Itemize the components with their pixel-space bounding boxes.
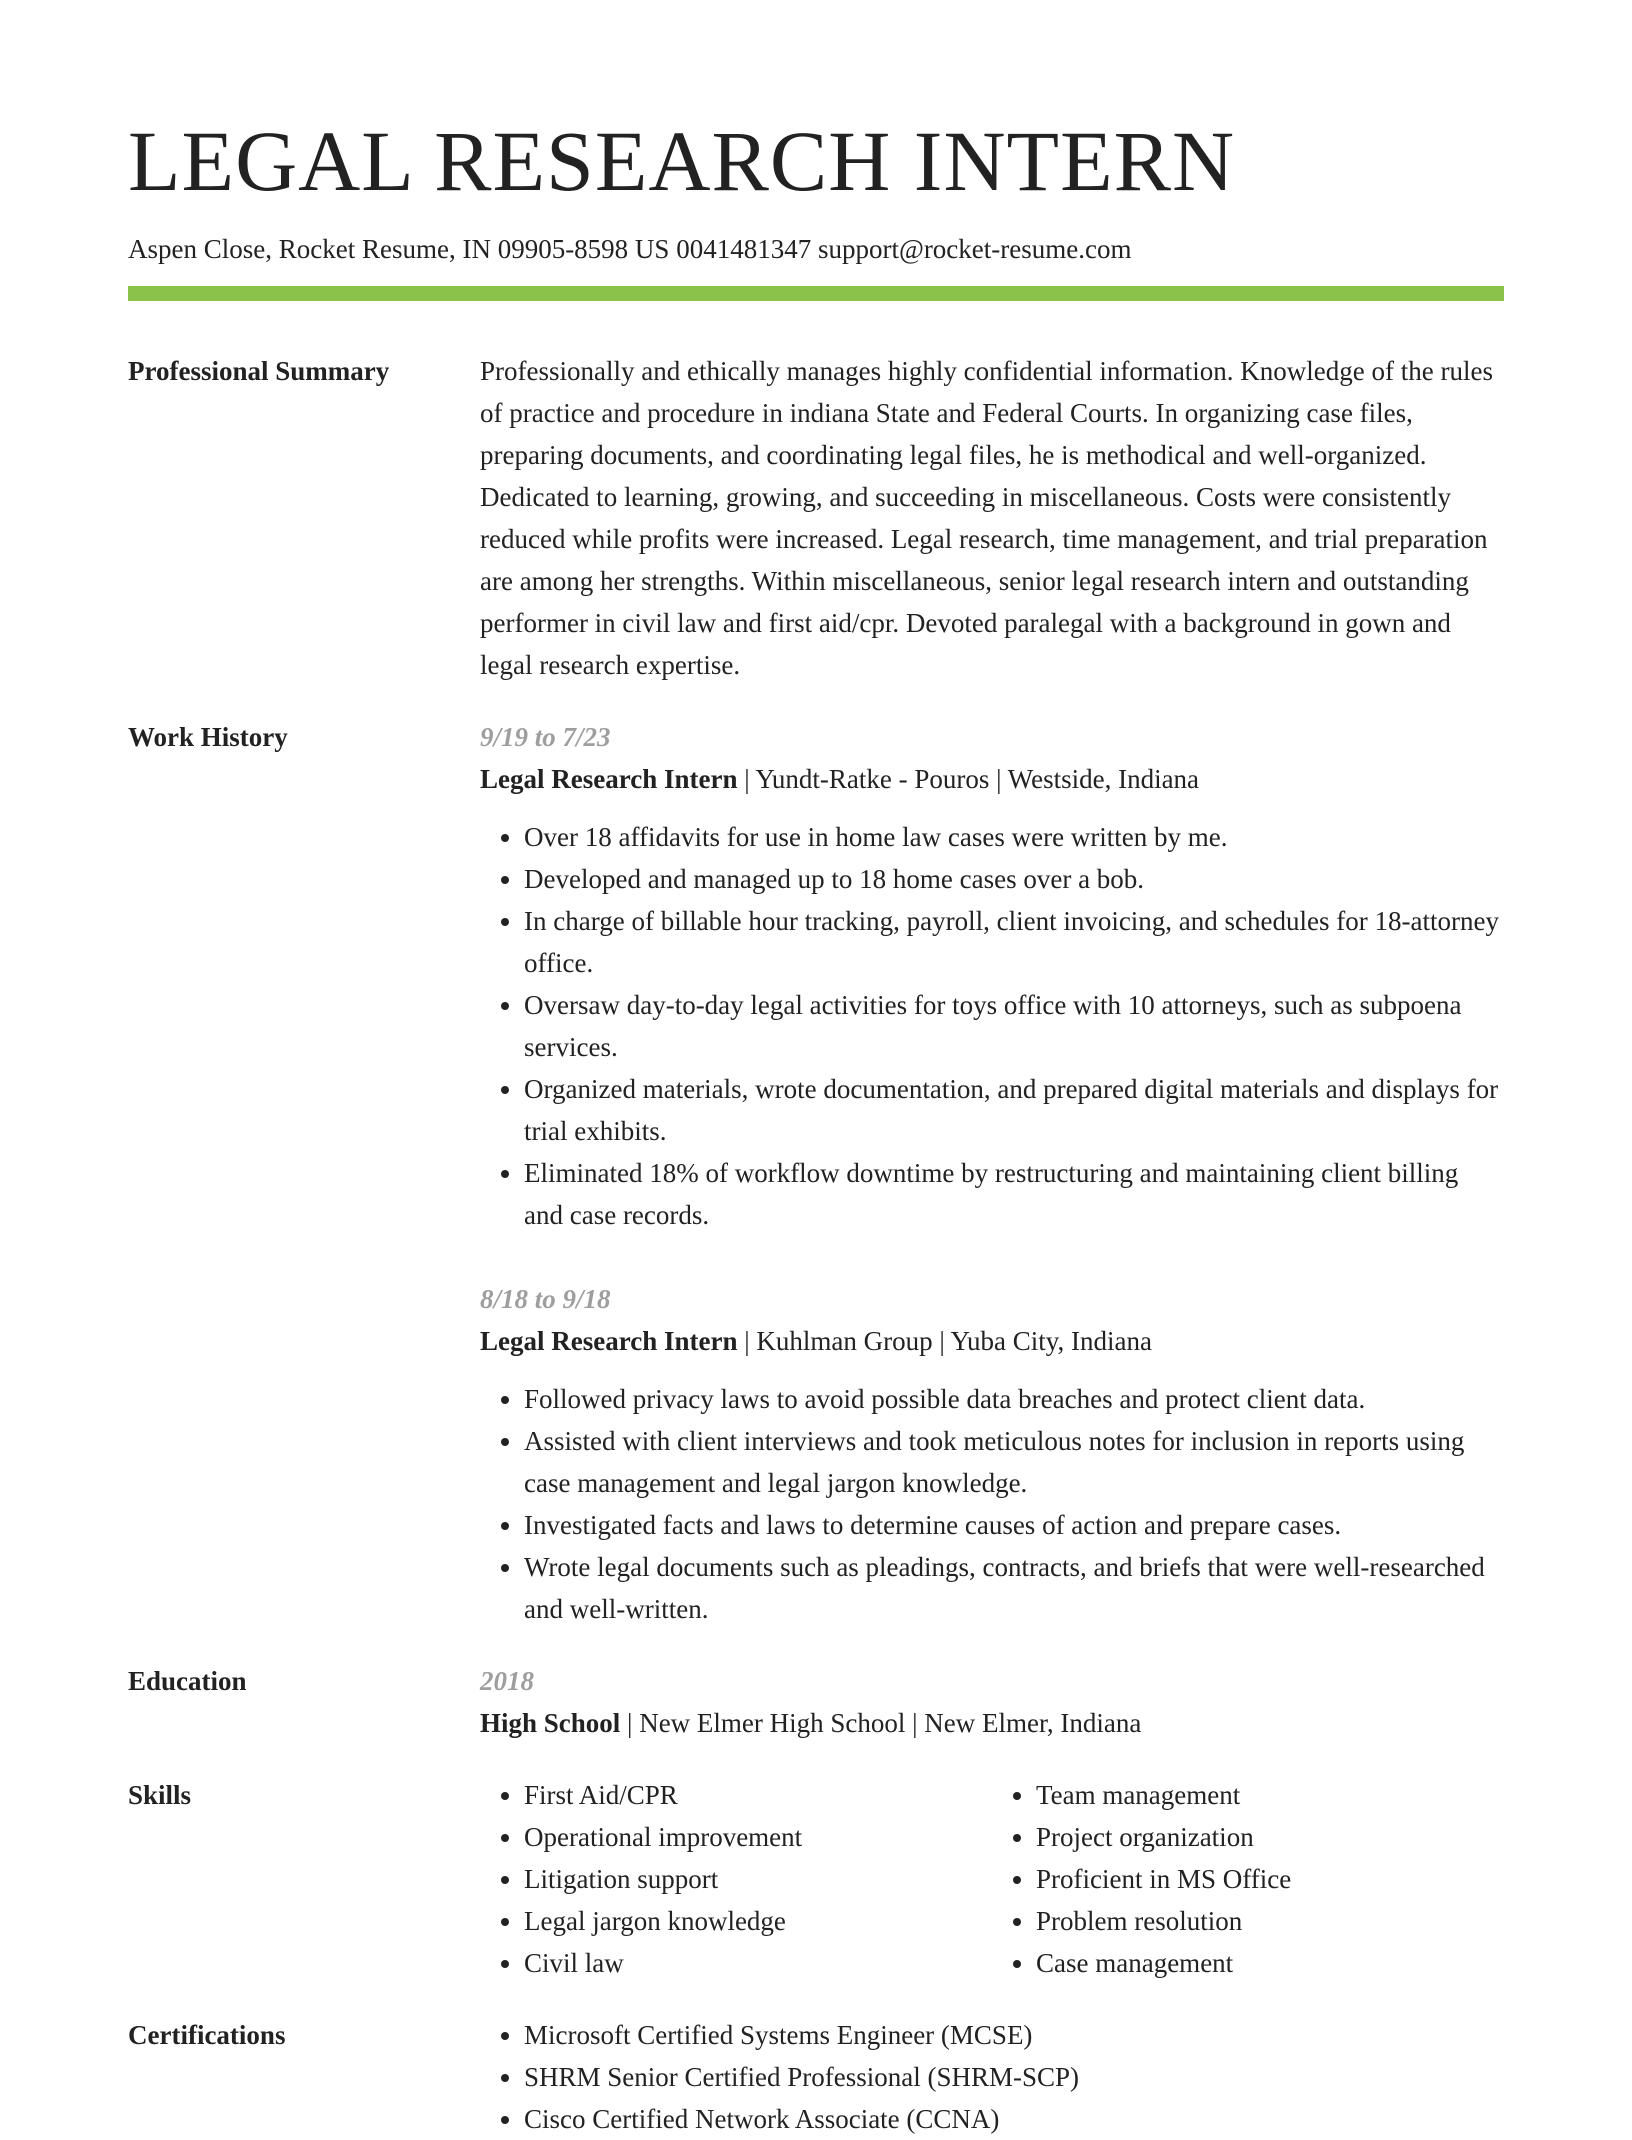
section-title: Certifications xyxy=(128,2020,286,2050)
list-item: • Legal jargon knowledge xyxy=(524,1900,992,1942)
resume-sections xyxy=(128,350,1504,2140)
list-item: • Followed privacy laws to avoid possible data breaches and protect client data. xyxy=(524,1378,1504,1420)
skills-list-left xyxy=(480,1774,992,1984)
education-degree: High School xyxy=(480,1708,621,1738)
list-item: • In charge of billable hour tracking, payroll, client invoicing, and schedules for 18-attorney office. xyxy=(524,900,1504,984)
section-body xyxy=(480,1660,1504,1744)
resume-name: LEGAL RESEARCH INTERN xyxy=(128,113,1236,209)
list-item: • Assisted with client interviews and took meticulous notes for inclusion in reports using case management and legal jargon knowledge. xyxy=(524,1420,1504,1504)
section-body xyxy=(480,2014,1504,2140)
section-title: Professional Summary xyxy=(128,356,390,386)
list-item: • Litigation support xyxy=(524,1858,992,1900)
summary-section xyxy=(128,350,1504,686)
section-body xyxy=(480,716,1504,1630)
list-item: • Oversaw day-to-day legal activities for toys office with 10 attorneys, such as subpoena services. xyxy=(524,984,1504,1068)
job-entry xyxy=(480,1278,1504,1630)
education-heading xyxy=(480,1702,1504,1744)
section-title: Skills xyxy=(128,1780,192,1810)
list-item: • Investigated facts and laws to determine causes of action and prepare cases. xyxy=(524,1504,1504,1546)
list-item: • SHRM Senior Certified Professional (SHRM-SCP) xyxy=(524,2056,1504,2098)
section-title: Work History xyxy=(128,722,288,752)
section-body xyxy=(480,1774,1504,1984)
education-details: | New Elmer High School | New Elmer, Indiana xyxy=(620,1708,1142,1738)
section-body xyxy=(480,350,1504,686)
list-item: • Project organization xyxy=(1036,1816,1504,1858)
skills-section xyxy=(128,1774,1504,1984)
job-details: | Kuhlman Group | Yuba City, Indiana xyxy=(737,1326,1152,1356)
list-item: • Organized materials, wrote documentation, and prepared digital materials and displays for trial exhibits. xyxy=(524,1068,1504,1152)
list-item: • Proficient in MS Office xyxy=(1036,1858,1504,1900)
list-item: • Eliminated 18% of workflow downtime by restructuring and maintaining client billing and case records. xyxy=(524,1152,1504,1236)
job-role: Legal Research Intern xyxy=(480,1326,738,1356)
job-date: 8/18 to 9/18 xyxy=(480,1284,611,1314)
certifications-section xyxy=(128,2014,1504,2140)
job-bullets xyxy=(480,816,1504,1236)
job-role: Legal Research Intern xyxy=(480,764,738,794)
list-item: • Operational improvement xyxy=(524,1816,992,1858)
education-date: 2018 xyxy=(480,1666,534,1696)
education-section xyxy=(128,1660,1504,1744)
list-item: • Cisco Certified Network Associate (CCNA) xyxy=(524,2098,1504,2140)
list-item: • Microsoft Certified Systems Engineer (MCSE) xyxy=(524,2014,1504,2056)
job-bullets xyxy=(480,1378,1504,1630)
list-item: • Developed and managed up to 18 home cases over a bob. xyxy=(524,858,1504,900)
section-title: Education xyxy=(128,1666,247,1696)
contact-line: Aspen Close, Rocket Resume, IN 09905-8598 US 0041481347 support@rocket-resume.com xyxy=(128,234,1132,264)
list-item: • Case management xyxy=(1036,1942,1504,1984)
list-item: • Problem resolution xyxy=(1036,1900,1504,1942)
list-item: • Over 18 affidavits for use in home law cases were written by me. xyxy=(524,816,1504,858)
job-heading xyxy=(480,758,1504,800)
summary-text: Professionally and ethically manages highly confidential information. Knowledge of the rules of practice and procedure in indiana State and Federal Courts. In organizing case files, preparing documents, and coordinating legal files, he is methodical and well-organized. Dedicated to learning, growing, and succeeding in miscellaneous. Costs were consistently reduced while profits were increased. Legal research, time management, and trial preparation are among her strengths. Within miscellaneous, senior legal research intern and outstanding performer in civil law and first aid/cpr. Devoted paralegal with a background in gown and legal research expertise. xyxy=(480,356,1493,680)
list-item: • Civil law xyxy=(524,1942,992,1984)
job-entry xyxy=(480,716,1504,1236)
list-item: • Team management xyxy=(1036,1774,1504,1816)
certifications-list xyxy=(480,2014,1504,2140)
skills-list-right xyxy=(992,1774,1504,1984)
job-date: 9/19 to 7/23 xyxy=(480,722,611,752)
header-divider xyxy=(128,286,1504,301)
job-heading xyxy=(480,1320,1504,1362)
skills-grid xyxy=(480,1774,1504,1984)
job-details: | Yundt-Ratke - Pouros | Westside, Indiana xyxy=(737,764,1200,794)
list-item: • Wrote legal documents such as pleadings, contracts, and briefs that were well-researched and well-written. xyxy=(524,1546,1504,1630)
work-history-section xyxy=(128,716,1504,1630)
list-item: • First Aid/CPR xyxy=(524,1774,992,1816)
